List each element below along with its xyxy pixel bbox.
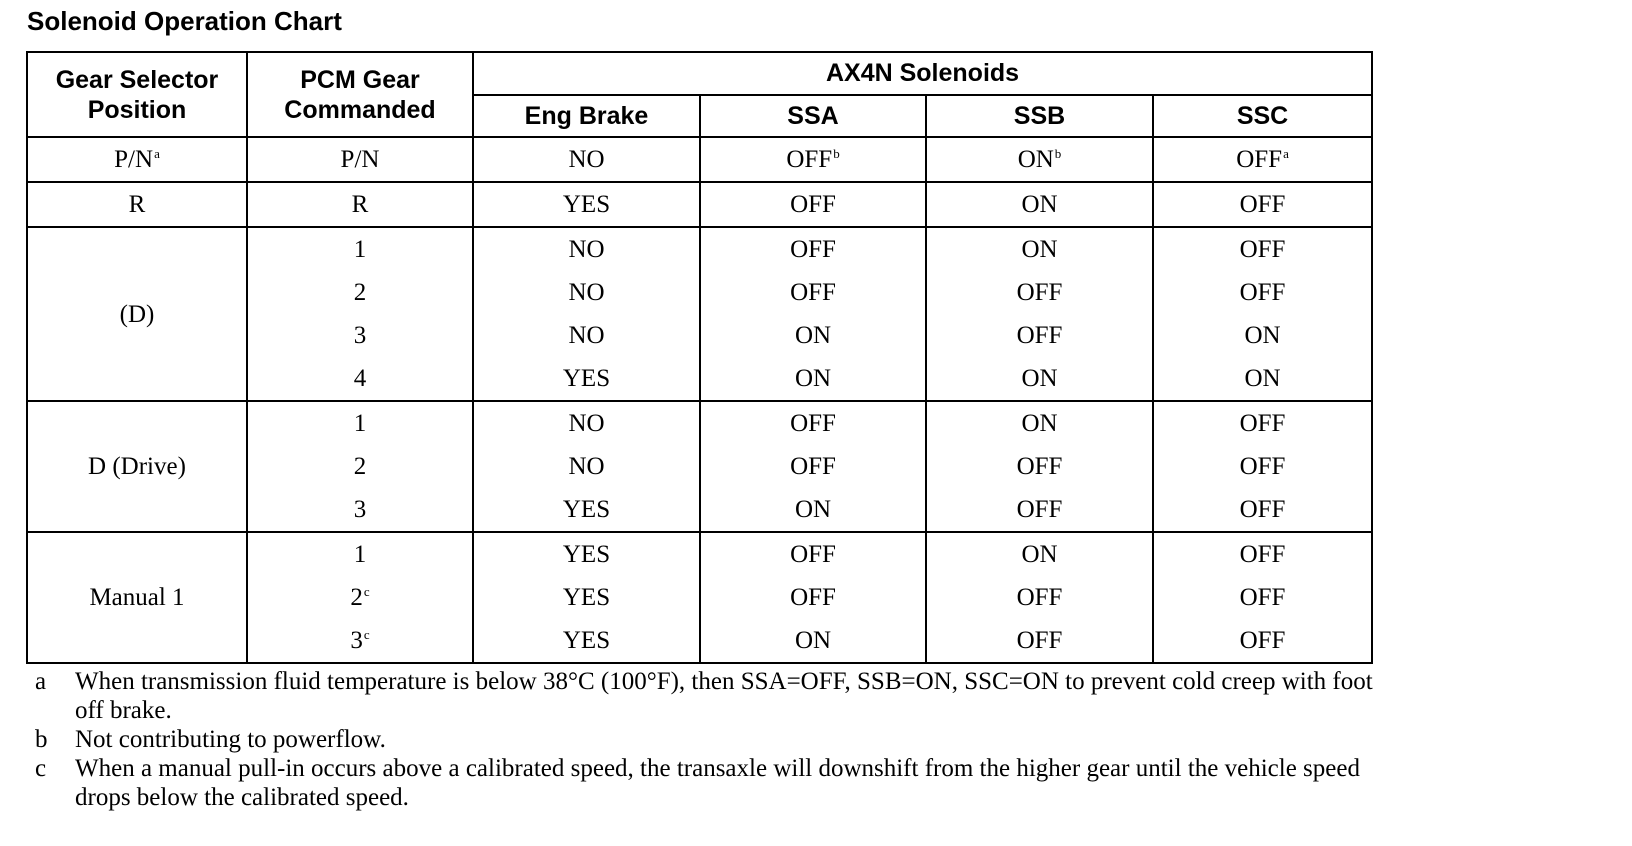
footnote-text: When a manual pull-in occurs above a calibrated speed, the transaxle will downshift from the higher gear until the vehicle speed drops below the calibrated speed. [75,755,1360,811]
ssc-cell [1153,357,1372,401]
pcm-gear-cell [247,445,473,488]
footnote [35,754,1395,812]
eng-brake-cell-value: YES [562,365,611,392]
gear-selector-cell [27,182,247,227]
pcm-gear-cell [247,532,473,576]
pcm-gear-cell-value: 3 [353,322,367,349]
gear-selector-cell-value: R [128,191,146,218]
header-ssc: SSC [1153,95,1372,138]
footnote-key: c [35,755,47,782]
ssa-cell [700,182,926,227]
eng-brake-cell [473,445,700,488]
pcm-gear-cell-value: R [351,191,369,218]
eng-brake-cell-value: YES [562,584,611,611]
ssb-cell [926,401,1153,445]
eng-brake-cell [473,401,700,445]
ssb-cell-value: ON [1021,541,1058,568]
ssc-cell-value: OFF [1239,191,1286,218]
footnote-text: Not contributing to powerflow. [75,726,386,753]
ssa-cell [700,445,926,488]
ssa-cell-value: OFF [790,453,836,480]
ssa-cell [700,314,926,357]
eng-brake-cell-value: NO [568,279,605,306]
ssa-cell [700,401,926,445]
ssb-cell [926,619,1153,663]
ssc-cell-value: ON [1244,322,1281,349]
ssb-cell [926,227,1153,271]
ssa-cell-value: ON [794,322,832,349]
footnote-key: b [35,726,48,753]
eng-brake-cell [473,532,700,576]
eng-brake-cell-value: NO [568,146,605,173]
pcm-gear-cell-value: 2 [353,453,367,480]
ssc-cell-value: OFF [1239,496,1286,523]
pcm-gear-cell-value: 3 [353,496,367,523]
ssb-cell-value: ON [1021,191,1058,218]
ssa-cell-value: OFF [790,584,836,611]
ssb-cell [926,182,1153,227]
footnote-marker: c [363,584,370,599]
ssb-cell-value: OFF [1016,496,1063,523]
ssc-cell [1153,401,1372,445]
ssc-cell-value: OFF [1236,146,1283,173]
footnote-text: When transmission fluid temperature is below 38°C (100°F), then SSA=OFF, SSB=ON, SSC=ON to prevent cold creep with foot off brake. [75,668,1373,724]
eng-brake-cell [473,488,700,532]
ssa-cell-value: OFF [790,541,836,568]
ssc-cell [1153,576,1372,619]
gear-selector-cell [27,532,247,663]
eng-brake-cell [473,182,700,227]
eng-brake-cell [473,227,700,271]
ssa-cell-value: ON [794,627,832,654]
header-pcm-gear: PCM Gear Commanded [247,52,473,137]
ssa-cell-value: OFF [790,191,836,218]
table-body [27,137,1372,663]
gear-selector-cell [27,227,247,401]
gear-selector-cell-value: D (Drive) [88,453,186,480]
gear-selector-cell-value: (D) [119,300,155,328]
table-row [27,227,1372,271]
eng-brake-cell [473,271,700,314]
ssb-cell-value: OFF [1016,453,1063,480]
ssb-cell [926,445,1153,488]
ssc-cell-value: OFF [1239,236,1286,263]
pcm-gear-cell [247,576,473,619]
pcm-gear-cell [247,619,473,663]
ssc-cell [1153,227,1372,271]
page-title: Solenoid Operation Chart [27,6,342,36]
ssb-cell-value: ON [1017,146,1054,173]
ssb-cell-value: OFF [1016,279,1063,306]
ssb-cell-value: ON [1021,365,1058,392]
header-solenoid-group: AX4N Solenoids [473,52,1372,95]
ssb-cell-value: ON [1021,410,1058,437]
header-ssa: SSA [700,95,926,138]
footnote-marker: b [1054,146,1062,161]
ssb-cell [926,357,1153,401]
ssb-cell [926,488,1153,532]
ssa-cell-value: OFF [790,279,836,306]
ssc-cell [1153,137,1372,182]
footnote-marker: a [154,146,160,161]
footnote-key: a [35,668,47,695]
table-header [27,52,1372,137]
ssb-cell-value: ON [1021,236,1058,263]
eng-brake-cell [473,137,700,182]
eng-brake-cell-value: YES [562,541,611,568]
eng-brake-cell-value: NO [568,236,605,263]
eng-brake-cell-value: YES [562,191,611,218]
ssa-cell [700,532,926,576]
ssc-cell-value: OFF [1239,410,1286,437]
ssa-cell-value: OFF [790,410,836,437]
eng-brake-cell [473,619,700,663]
ssc-cell-value: OFF [1239,584,1286,611]
gear-selector-cell [27,137,247,182]
gear-selector-cell-value: Manual 1 [89,584,185,611]
pcm-gear-cell-value: 3 [350,627,363,654]
ssc-cell-value: OFF [1239,627,1286,654]
ssc-cell-value: ON [1244,365,1281,392]
ssb-cell [926,532,1153,576]
footnote [35,725,1395,754]
ssb-cell-value: OFF [1016,322,1063,349]
ssa-cell [700,227,926,271]
footnote-marker: a [1283,146,1289,161]
table-row [27,532,1372,576]
ssa-cell-value: OFF [786,146,833,173]
ssa-cell [700,271,926,314]
ssc-cell [1153,619,1372,663]
header-gear-selector: Gear Selector Position [27,52,247,137]
pcm-gear-cell-value: 4 [353,365,367,392]
eng-brake-cell [473,576,700,619]
ssc-cell [1153,314,1372,357]
pcm-gear-cell-value: 1 [353,236,367,263]
pcm-gear-cell [247,137,473,182]
ssb-cell [926,137,1153,182]
table-row [27,401,1372,445]
header-eng-brake: Eng Brake [473,95,700,138]
ssa-cell-value: ON [794,365,832,392]
pcm-gear-cell [247,357,473,401]
eng-brake-cell-value: YES [562,627,611,654]
pcm-gear-cell [247,227,473,271]
ssc-cell-value: OFF [1239,453,1286,480]
pcm-gear-cell-value: P/N [340,146,380,173]
eng-brake-cell-value: NO [568,410,605,437]
footnote-marker: b [833,146,840,161]
ssc-cell [1153,488,1372,532]
footnote [35,667,1395,725]
eng-brake-cell [473,314,700,357]
ssb-cell [926,314,1153,357]
ssb-cell [926,271,1153,314]
ssb-cell [926,576,1153,619]
ssc-cell [1153,182,1372,227]
gear-selector-cell-value: P/N [114,146,154,173]
pcm-gear-cell [247,271,473,314]
ssa-cell-value: OFF [790,236,836,263]
ssa-cell [700,619,926,663]
ssc-cell [1153,445,1372,488]
pcm-gear-cell-value: 1 [353,410,367,437]
eng-brake-cell-value: NO [568,453,605,480]
table-row [27,137,1372,182]
ssb-cell-value: OFF [1016,627,1063,654]
ssc-cell [1153,271,1372,314]
pcm-gear-cell-value: 2 [353,279,367,306]
footnote-marker: c [363,627,370,642]
pcm-gear-cell [247,401,473,445]
ssa-cell-value: ON [794,496,832,523]
ssc-cell [1153,532,1372,576]
pcm-gear-cell-value: 2 [350,584,363,611]
solenoid-table [26,51,1373,664]
table-row [27,182,1372,227]
footnotes [35,667,1395,812]
ssa-cell [700,137,926,182]
header-ssb: SSB [926,95,1153,138]
pcm-gear-cell [247,314,473,357]
pcm-gear-cell [247,182,473,227]
ssb-cell-value: OFF [1016,584,1063,611]
pcm-gear-cell [247,488,473,532]
eng-brake-cell-value: YES [562,496,611,523]
pcm-gear-cell-value: 1 [353,541,367,568]
ssa-cell [700,357,926,401]
ssc-cell-value: OFF [1239,541,1286,568]
ssc-cell-value: OFF [1239,279,1286,306]
eng-brake-cell-value: NO [568,322,605,349]
gear-selector-cell [27,401,247,532]
ssa-cell [700,576,926,619]
eng-brake-cell [473,357,700,401]
ssa-cell [700,488,926,532]
